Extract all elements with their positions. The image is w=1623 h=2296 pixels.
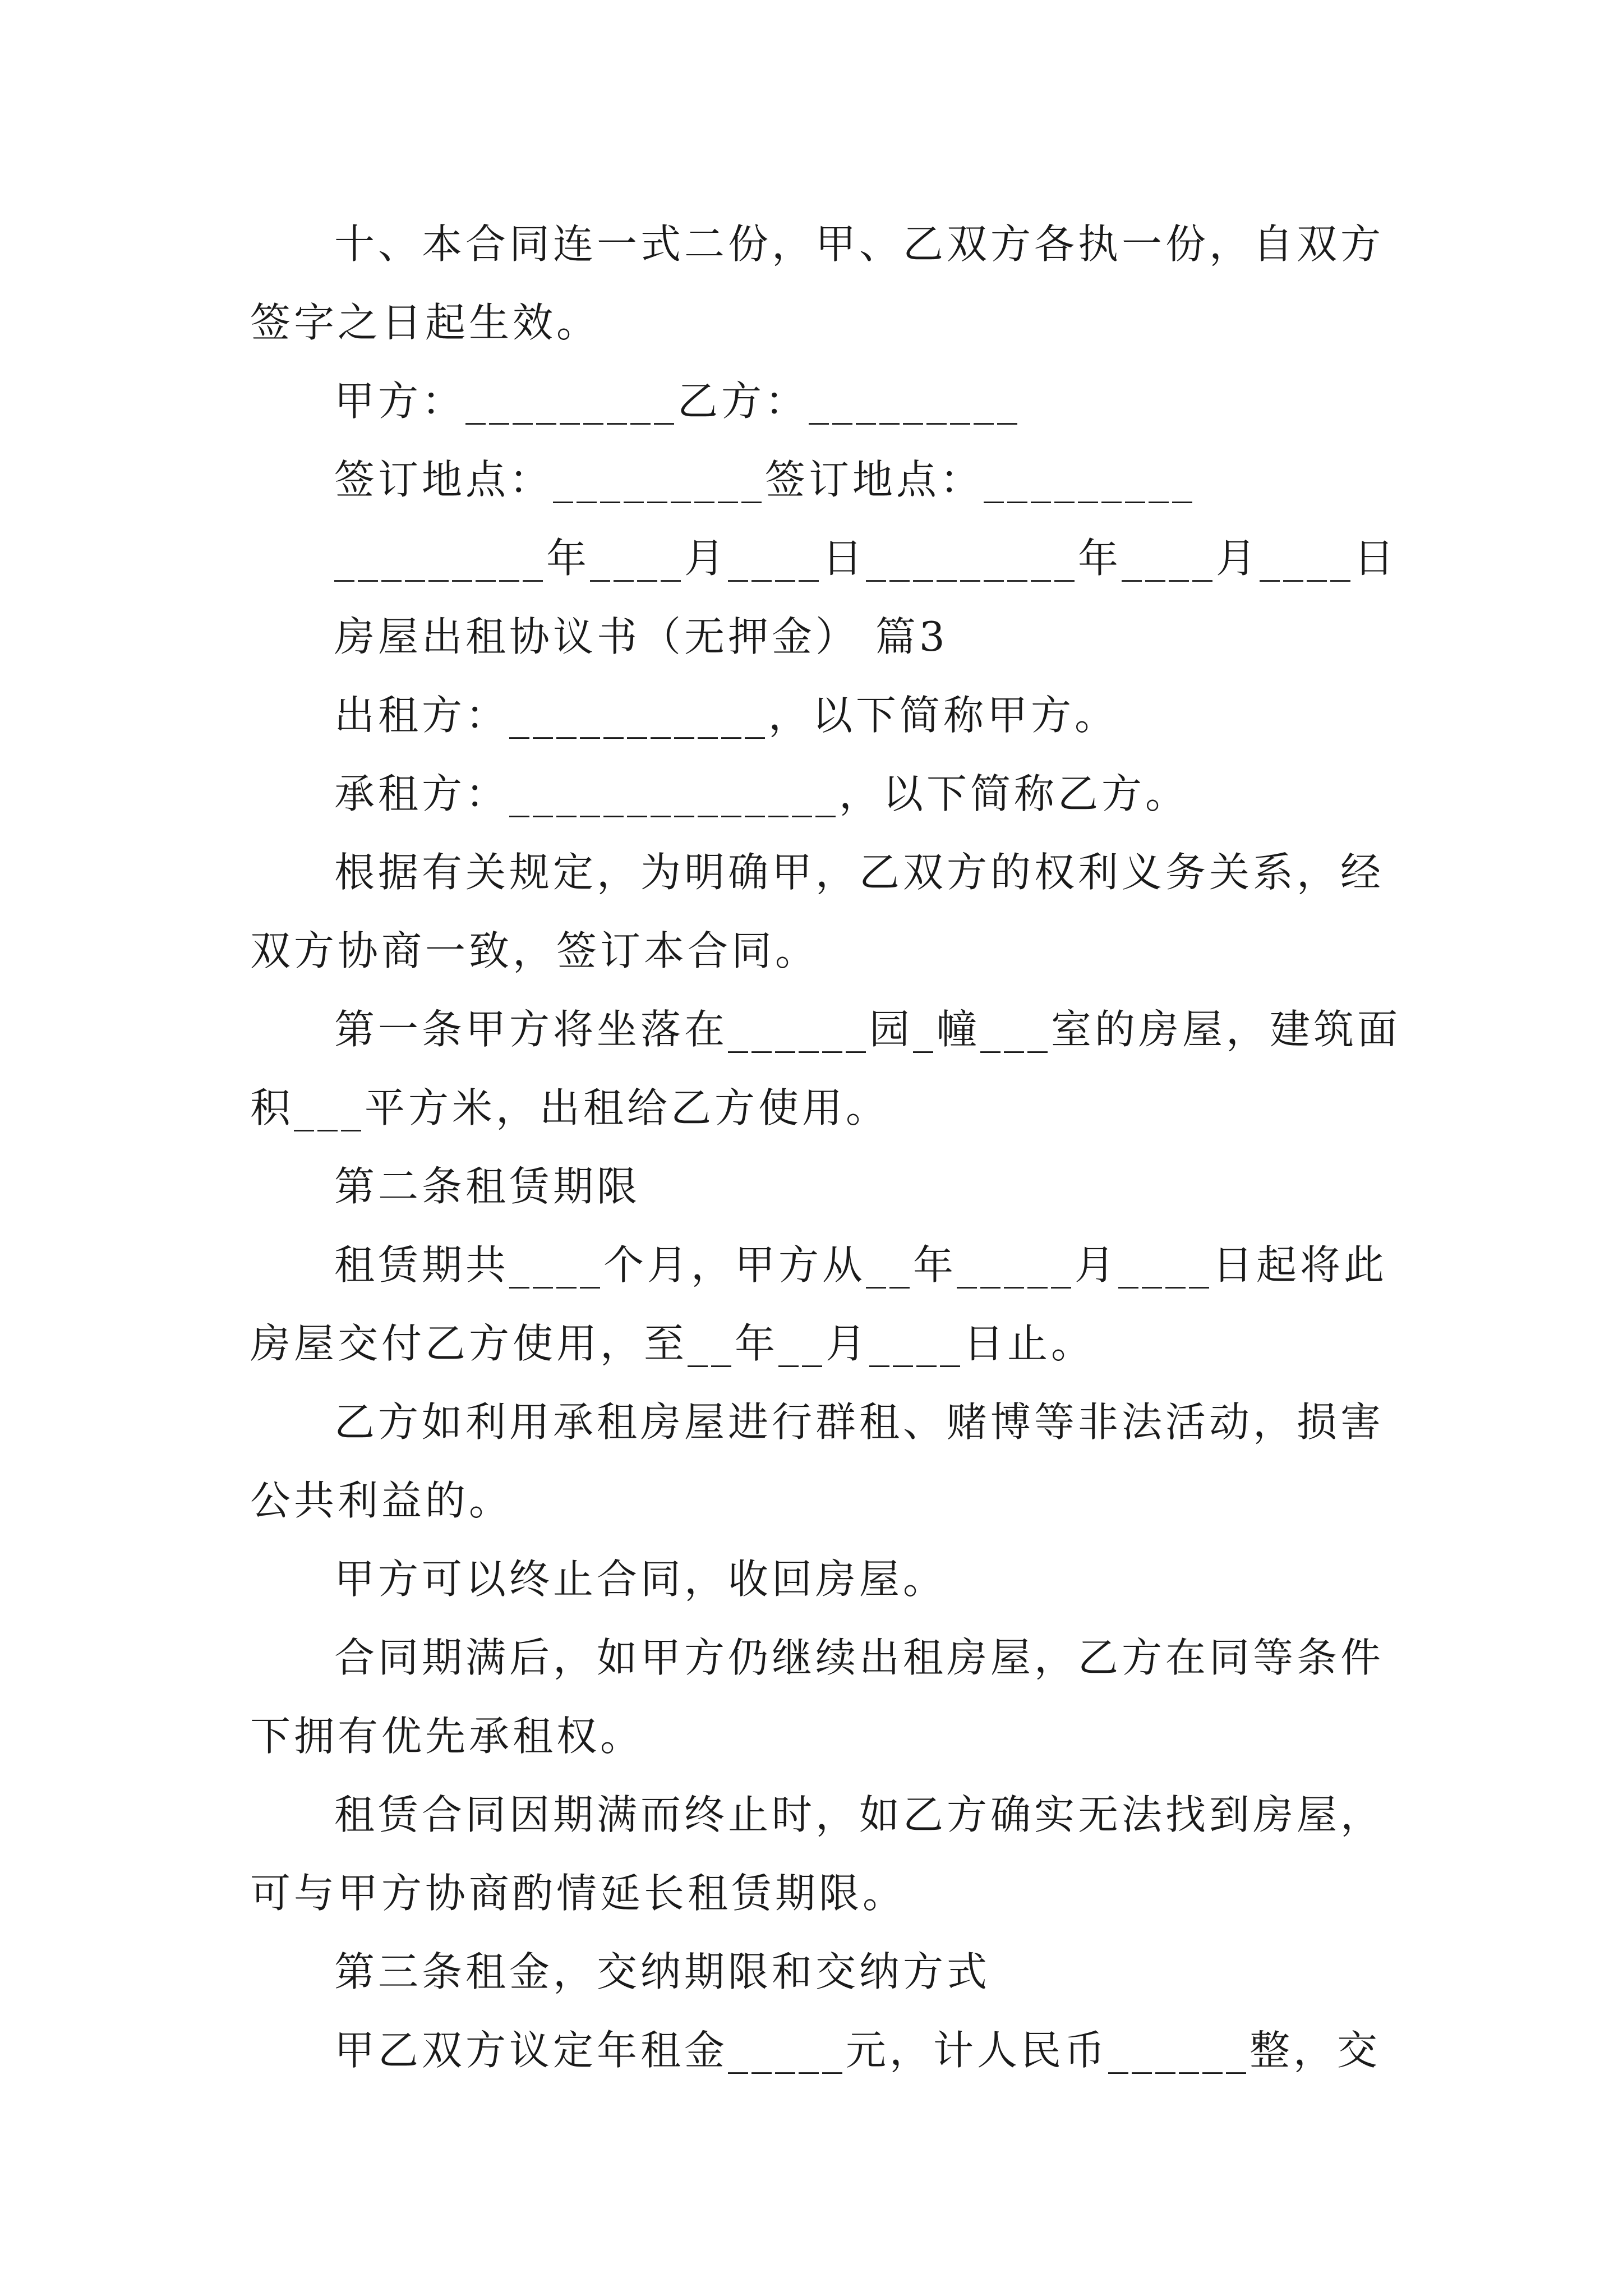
party-signature-line: 甲方：_________乙方：_________: [334, 378, 1021, 425]
clause-10-line-1: 十、本合同连一式二份，甲、乙双方各执一份，自双方: [334, 220, 1385, 268]
illegal-use-line-2: 公共利益的。: [250, 1477, 513, 1524]
lease-term-line-1: 租赁期共____个月，甲方从__年_____月____日起将此: [334, 1241, 1388, 1289]
lessor-line: 出租方：___________，以下简称甲方。: [334, 692, 1119, 739]
lessee-line: 承租方：______________，以下简称乙方。: [334, 770, 1189, 817]
extension-line-1: 租赁合同因期满而终止时，如乙方确实无法找到房屋，: [334, 1791, 1385, 1838]
article-1-line-2: 积___平方米，出租给乙方使用。: [250, 1084, 890, 1131]
extension-line-2: 可与甲方协商酌情延长租赁期限。: [250, 1870, 907, 1917]
article-2-heading: 第二条租赁期限: [334, 1163, 641, 1210]
article-3-heading: 第三条租金，交纳期限和交纳方式: [334, 1948, 991, 1995]
signing-place-line: 签订地点：_________签订地点：_________: [334, 456, 1196, 503]
renewal-line-1: 合同期满后，如甲方仍继续出租房屋，乙方在同等条件: [334, 1634, 1385, 1681]
section-heading: 房屋出租协议书（无押金） 篇3: [334, 613, 948, 660]
renewal-line-2: 下拥有优先承租权。: [250, 1713, 644, 1760]
illegal-use-line-1: 乙方如利用承租房屋进行群租、赌博等非法活动，损害: [334, 1398, 1385, 1446]
clause-10-line-2: 签字之日起生效。: [250, 299, 601, 346]
rent-line-1: 甲乙双方议定年租金_____元，计人民币______整，交: [334, 2027, 1381, 2074]
preamble-line-1: 根据有关规定，为明确甲，乙双方的权利义务关系，经: [334, 849, 1385, 896]
termination-line: 甲方可以终止合同，收回房屋。: [334, 1556, 947, 1603]
lease-term-line-2: 房屋交付乙方使用，至__年__月____日止。: [250, 1320, 1095, 1367]
signing-date-line: _________年____月____日_________年____月____日: [334, 535, 1398, 582]
preamble-line-2: 双方协商一致，签订本合同。: [250, 927, 819, 974]
article-1-line-1: 第一条甲方将坐落在______园_幢___室的房屋，建筑面: [334, 1006, 1401, 1053]
